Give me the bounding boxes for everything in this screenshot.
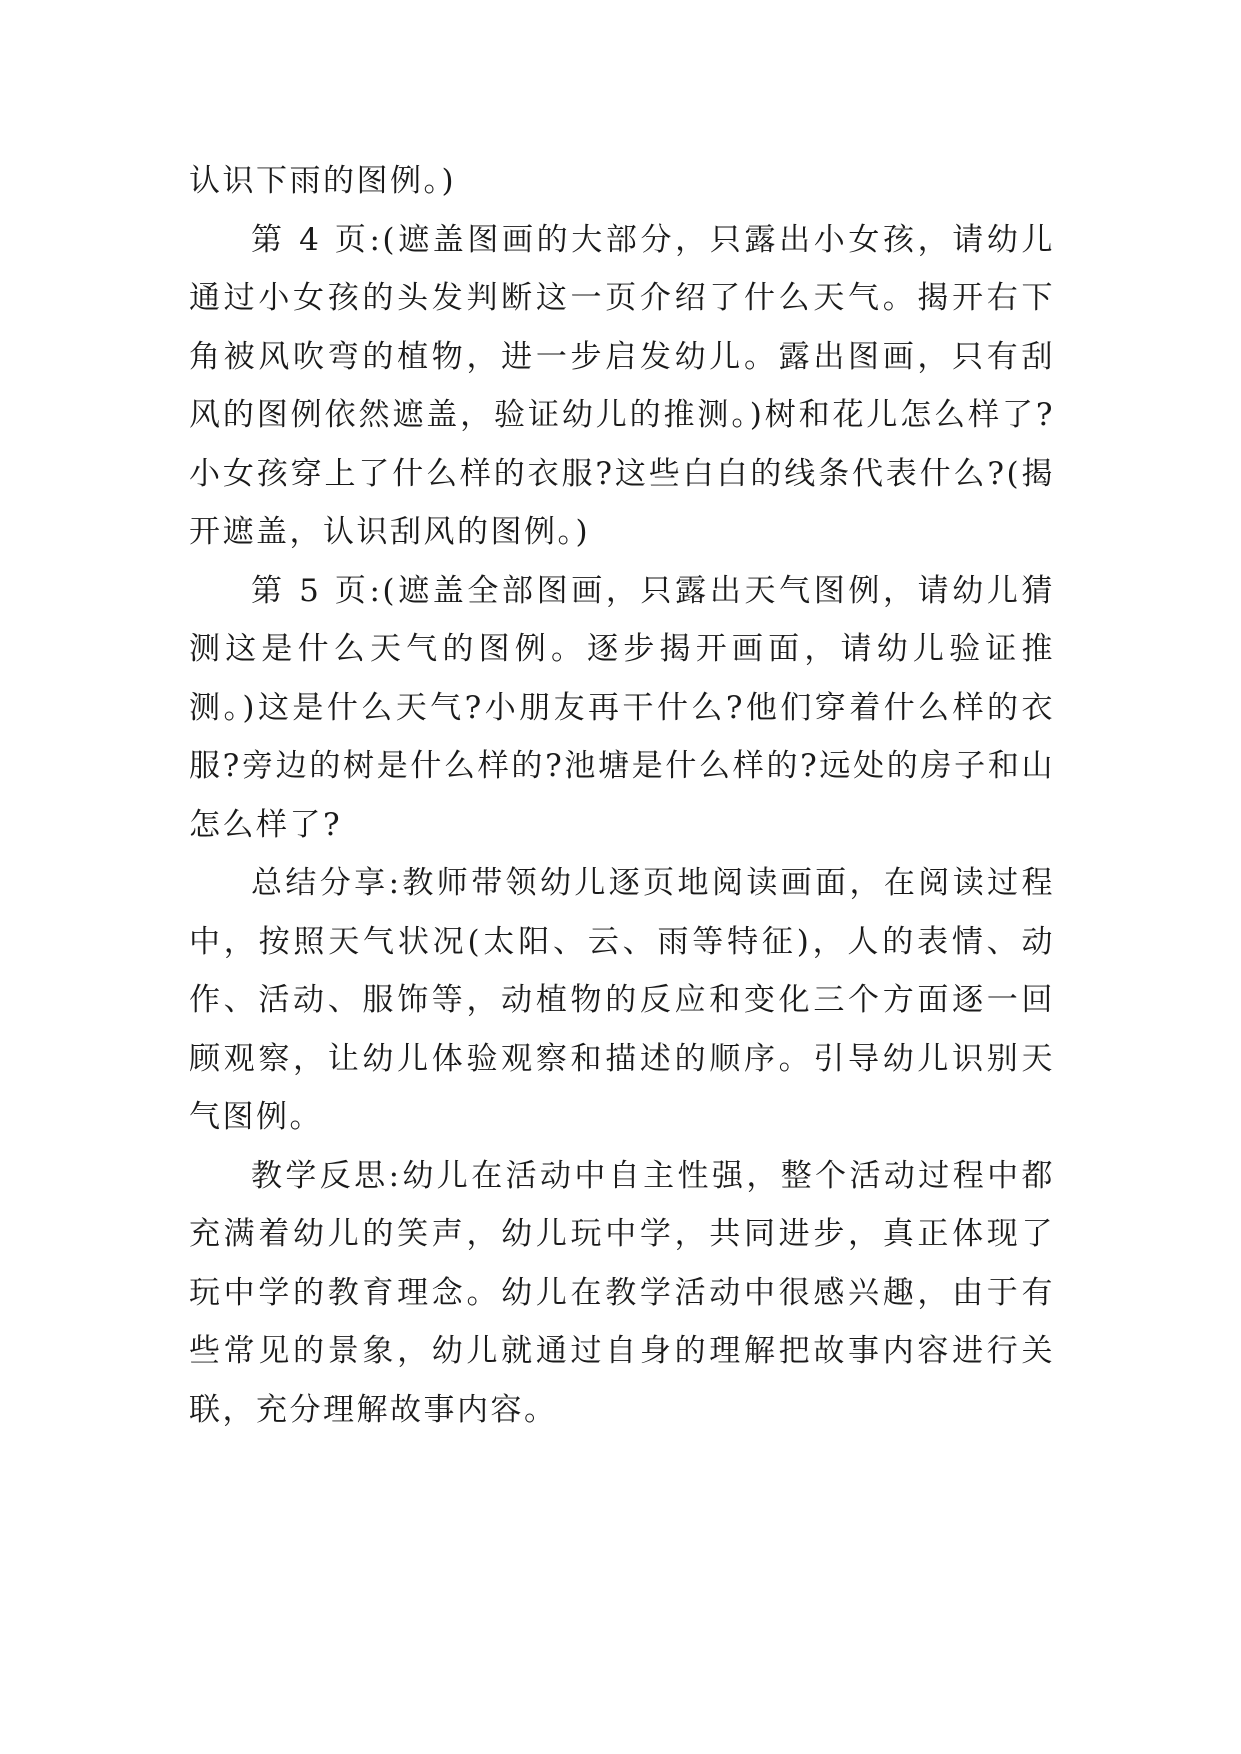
document-body [189,152,1055,1439]
paragraph-summary: 总结分享:教师带领幼儿逐页地阅读画面，在阅读过程中，按照天气状况(太阳、云、雨等特征)，人的表情、动作、活动、服饰等，动植物的反应和变化三个方面逐一回顾观察，让幼儿体验观察和描述的顺序。引导幼儿识别天气图例。 [189,865,1055,1135]
paragraph-continuation: 认识下雨的图例。) [189,163,457,199]
paragraph-page-4: 第 4 页:(遮盖图画的大部分，只露出小女孩，请幼儿通过小女孩的头发判断这一页介绍了什么天气。揭开右下角被风吹弯的植物，进一步启发幼儿。露出图画，只有刮风的图例依然遮盖，验证幼儿的推测。)树和花儿怎么样了?小女孩穿上了什么样的衣服?这些白白的线条代表什么?(揭开遮盖，认识刮风的图例。) [189,221,1055,550]
paragraph-reflection: 教学反思:幼儿在活动中自主性强，整个活动过程中都充满着幼儿的笑声，幼儿玩中学，共同进步，真正体现了玩中学的教育理念。幼儿在教学活动中很感兴趣，由于有些常见的景象，幼儿就通过自身的理解把故事内容进行关联，充分理解故事内容。 [189,1157,1055,1428]
paragraph-page-5: 第 5 页:(遮盖全部图画，只露出天气图例，请幼儿猜测这是什么天气的图例。逐步揭开画面，请幼儿验证推测。)这是什么天气?小朋友再干什么?他们穿着什么样的衣服?旁边的树是什么样的?池塘是什么样的?远处的房子和山怎么样了? [189,572,1055,843]
